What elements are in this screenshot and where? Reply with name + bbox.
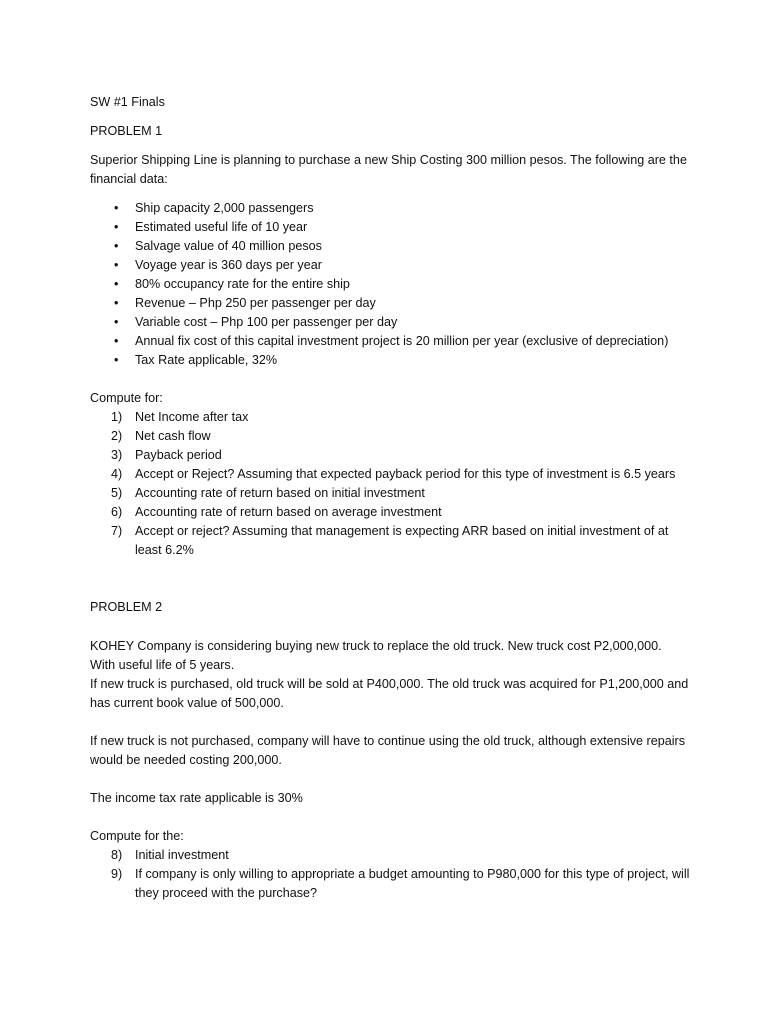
question-item [90, 846, 690, 865]
bullet-icon: • [114, 220, 119, 234]
list-item [90, 351, 690, 370]
list-item [90, 275, 690, 294]
problem-2-heading: PROBLEM 2 [90, 600, 163, 614]
question-text: If company is only willing to appropriate a budget amounting to P980,000 for this type of project, will they proceed with the purchase? [135, 867, 690, 900]
problem-2-paragraph-line: If new truck is purchased, old truck will be sold at P400,000. The old truck was acquired for P1,200,000 and has current book value of 500,000. [90, 677, 689, 710]
question-text: Initial investment [135, 848, 229, 862]
question-number: 7) [111, 524, 123, 538]
question-item [90, 865, 690, 903]
question-item [90, 446, 690, 465]
problem-1-compute-heading: Compute for: [90, 391, 163, 405]
document-page [90, 93, 690, 903]
question-text: Net Income after tax [135, 410, 249, 424]
question-text: Accounting rate of return based on average investment [135, 505, 442, 519]
bullet-icon: • [114, 277, 119, 291]
spacer [90, 770, 690, 789]
question-item [90, 465, 690, 484]
question-text: Accounting rate of return based on initial investment [135, 486, 425, 500]
question-number: 3) [111, 448, 123, 462]
question-number: 6) [111, 505, 123, 519]
bullet-icon: • [114, 334, 119, 348]
spacer [90, 560, 690, 598]
question-text: Net cash flow [135, 429, 211, 443]
list-item-text: 80% occupancy rate for the entire ship [135, 277, 350, 291]
question-number: 2) [111, 429, 123, 443]
list-item [90, 313, 690, 332]
question-number: 1) [111, 410, 123, 424]
problem-1-data-list [90, 199, 690, 370]
question-item [90, 503, 690, 522]
list-item-text: Annual fix cost of this capital investment project is 20 million per year (exclusive of depreciation) [135, 334, 669, 348]
list-item-text: Estimated useful life of 10 year [135, 220, 308, 234]
problem-2-compute-heading: Compute for the: [90, 829, 184, 843]
question-item [90, 484, 690, 503]
question-number: 9) [111, 867, 123, 881]
question-text: Accept or Reject? Assuming that expected payback period for this type of investment is 6.5 years [135, 467, 676, 481]
question-item [90, 408, 690, 427]
question-text: Payback period [135, 448, 222, 462]
bullet-icon: • [114, 315, 119, 329]
list-item [90, 256, 690, 275]
problem-2-tax-rate: The income tax rate applicable is 30% [90, 791, 303, 805]
problem-2-paragraph-line: With useful life of 5 years. [90, 658, 235, 672]
problem-2-paragraph-line: KOHEY Company is considering buying new truck to replace the old truck. New truck cost P2,000,000. [90, 639, 662, 653]
list-item [90, 332, 690, 351]
spacer [90, 627, 690, 637]
document-title: SW #1 Finals [90, 95, 165, 109]
list-item-text: Variable cost – Php 100 per passenger per day [135, 315, 398, 329]
question-text: Accept or reject? Assuming that management is expecting ARR based on initial investment of at least 6.2% [135, 524, 669, 557]
list-item [90, 237, 690, 256]
list-item-text: Salvage value of 40 million pesos [135, 239, 322, 253]
problem-1-intro: Superior Shipping Line is planning to purchase a new Ship Costing 300 million pesos. The following are the financial data: [90, 153, 687, 186]
list-item [90, 218, 690, 237]
list-item-text: Ship capacity 2,000 passengers [135, 201, 314, 215]
bullet-icon: • [114, 258, 119, 272]
problem-2-paragraph: If new truck is not purchased, company will have to continue using the old truck, although extensive repairs would be needed costing 200,000. [90, 734, 686, 767]
problem-1-heading: PROBLEM 1 [90, 124, 163, 138]
bullet-icon: • [114, 353, 119, 367]
list-item [90, 294, 690, 313]
spacer [90, 713, 690, 732]
bullet-icon: • [114, 296, 119, 310]
list-item [90, 199, 690, 218]
spacer [90, 808, 690, 827]
list-item-text: Voyage year is 360 days per year [135, 258, 322, 272]
bullet-icon: • [114, 239, 119, 253]
list-item-text: Revenue – Php 250 per passenger per day [135, 296, 376, 310]
question-item [90, 427, 690, 446]
question-number: 4) [111, 467, 123, 481]
problem-2-question-list [90, 846, 690, 903]
bullet-icon: • [114, 201, 119, 215]
question-number: 8) [111, 848, 123, 862]
question-item [90, 522, 690, 560]
question-number: 5) [111, 486, 123, 500]
list-item-text: Tax Rate applicable, 32% [135, 353, 278, 367]
problem-1-question-list [90, 408, 690, 560]
